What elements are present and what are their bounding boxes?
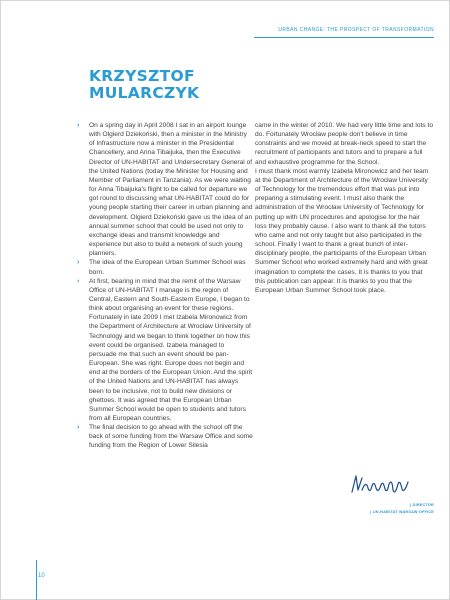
right-column: [255, 121, 433, 295]
chevron-right-icon: ›: [77, 259, 80, 267]
running-header: URBAN CHANGE: THE PROSPECT OF TRANSFORMATION: [278, 27, 434, 33]
chevron-right-icon: ›: [77, 424, 80, 432]
paragraph: [255, 121, 433, 167]
page-number: 10: [38, 573, 45, 579]
author-first-name: KRZYSZTOF: [89, 67, 195, 85]
chevron-right-icon: ›: [77, 122, 80, 129]
chevron-right-icon: ›: [77, 277, 80, 285]
paragraph-text: The final decision to go ahead with the school off the back of some funding from the Warsaw Office and some funding from the Region of Lower Silesia: [89, 424, 253, 450]
author-last-name: MULARCZYK: [89, 84, 200, 102]
paragraph: [77, 277, 253, 424]
paragraph-text: At first, bearing in mind that the remit of the Warsaw Office of UN-HABITAT I manage is the region of Central, Eastern and South-Eastern Europe, I began to think about organising an event for these regions. Fortunately in late 2009 I met Izabela Mironowicz from the Department of Architecture at Wrocław University of Technology and we began to think together on how this event could be organised. Izabela managed to persuade me that such an event should be pan-European. She was right. Europe does not begin and end at the borders of the European Union. And the spirit of the United Nations and UN-HABITAT has always been to be inclusive, not to build new divisions or ghettoes. It was agreed that the European Urban Summer School would be open to students and tutors from all European countries.: [89, 277, 253, 422]
page-number-rule: [36, 560, 37, 600]
signature-caption: [370, 502, 434, 516]
left-column: [77, 121, 253, 451]
paragraph: [77, 258, 253, 276]
paragraph-text: came in the winter of 2010. We had very little time and lots to do. Fortunately Wrocław people don't believe in time constraints and we moved at break-neck speed to start the recruitment of participants and tutors and to prepare a full and exhaustive programme for the School.: [255, 122, 433, 166]
paragraph-text: On a spring day in April 2008 I sat in an airport lounge with Olgierd Dziekoński, then a minister in the Ministry of Infrastructure now a minister in the Presidential Chancellery, and Anna Tibaijuka, then the Executive Director of UN-HABITAT and Undersecretary General of the United Nations (today the Minister for Housing and Member of Parliament in Tanzania). As we were waiting for Anna Tibaijuka's flight to be called for departure we got round to discussing what UN-HABITAT could do for young people starting their career in urban planning and development. Olgierd Dziekoński gave us the idea of an annual summer school that could be used not only to exchange ideas and transmit knowledge and experience but also to build a network of such young planners.: [89, 122, 253, 258]
header-rule: [254, 37, 434, 38]
handwritten-signature: [348, 470, 418, 500]
paragraph: [77, 121, 253, 258]
paragraph-text: The idea of the European Urban Summer School was born.: [89, 259, 246, 276]
paragraph: [255, 167, 433, 295]
author-name: [89, 68, 199, 102]
signature-office: | UN-HABITAT WARSAW OFFICE: [370, 510, 434, 514]
paragraph-text: I must thank most warmly Izabela Mironowicz and her team at the Department of Architecture of the Wrocław University of Technology for the tremendous effort that was put into preparing a stimulating event. I must also thank the administration of the Wrocław University of Technology for putting up with UN procedures and apologise for the hair loss they probably cause. I also want to thank all the tutors who came and not only taught but also participated in the school. Finally I want to thank a great bunch of inter-disciplinary people, the participants of the European Urban Summer School who worked extremely hard and with great imagination to complete the cases. It is thanks to you that this publication can appear. It is thanks to you that the European Urban Summer School took place.: [255, 167, 429, 294]
signature-role: | DIRECTOR: [410, 503, 434, 507]
paragraph: [77, 423, 253, 450]
